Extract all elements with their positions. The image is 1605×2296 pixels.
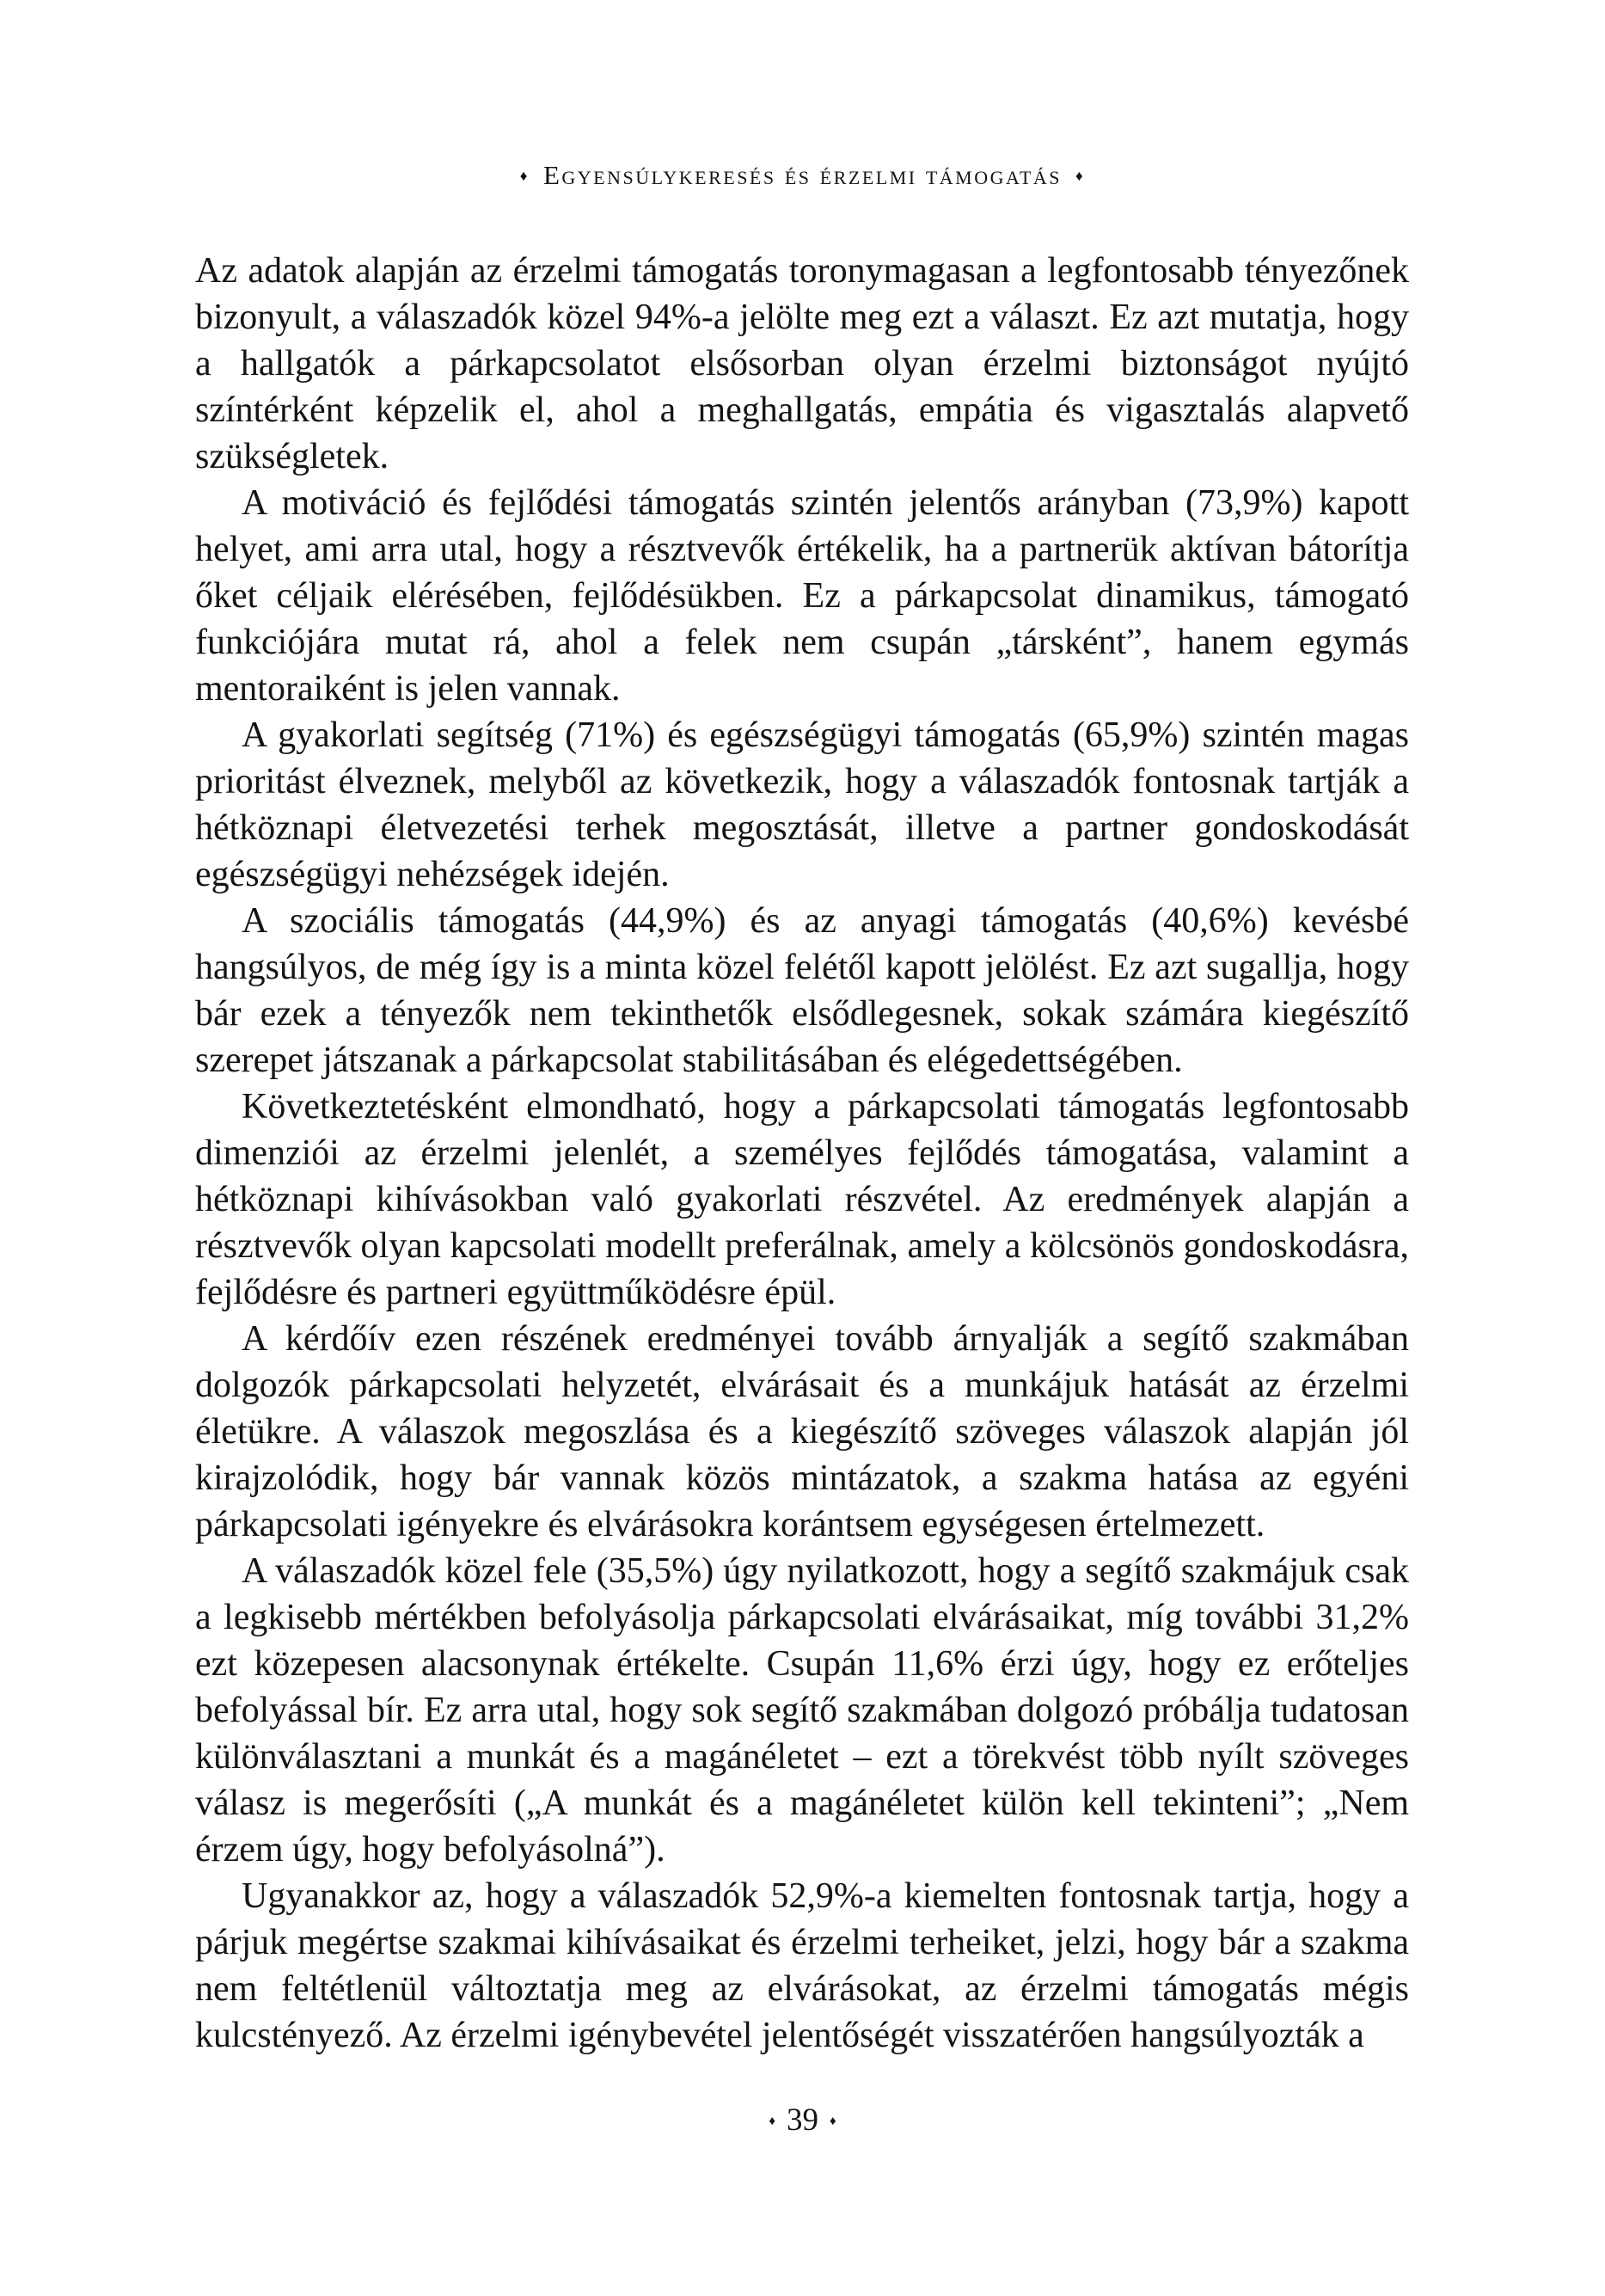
paragraph: A szociális támogatás (44,9%) és az anyagi támogatás (40,6%) kevésbé hangsúlyos, de még így is a minta közel felétől kapott jelölést. Ez azt sugallja, hogy bár ezek a tényezők nem tekinthetők elsődlegesnek, sokak számára kiegészítő szerepet játszanak a párkapcsolat stabilitásában és elégedettségében. — [195, 901, 1409, 1080]
diamond-icon: ♦ — [830, 2115, 836, 2128]
chapter-title: Egyensúlykeresés és érzelmi támogatás — [542, 160, 1063, 190]
diamond-icon: ♦ — [519, 168, 530, 184]
paragraph: Következtetésként elmondható, hogy a párkapcsolati támogatás legfontosabb dimenziói az érzelmi jelenlét, a személyes fejlődés támogatása, valamint a hétköznapi kihívásokban való gyakorlati részvétel. Az eredmények alapján a résztvevők olyan kapcsolati modellt preferálnak, amely a kölcsönös gondoskodásra, fejlődésre és partneri együttműködésre épül. — [195, 1087, 1409, 1312]
diamond-icon: ♦ — [1075, 168, 1086, 184]
page-footer — [0, 2102, 1605, 2139]
paragraph: A válaszadók közel fele (35,5%) úgy nyilatkozott, hogy a segítő szakmájuk csak a legkisebb mértékben befolyásolja párkapcsolati elvárásaikat, míg további 31,2% ezt közepesen alacsonynak értékelte. Csupán 11,6% érzi úgy, hogy ez erőteljes befolyással bír. Ez arra utal, hogy sok segítő szakmában dolgozó próbálja tudatosan különválasztani a munkát és a magánéletet – ezt a törekvést több nyílt szöveges válasz is megerősíti („A munkát és a magánéletet külön kell tekinteni”; „Nem érzem úgy, hogy befolyásolná”). — [195, 1551, 1409, 1869]
paragraph: A motiváció és fejlődési támogatás szintén jelentős arányban (73,9%) kapott helyet, ami arra utal, hogy a résztvevők értékelik, ha a partnerük aktívan bátorítja őket céljaik elérésében, fejlődésükben. Ez a párkapcsolat dinamikus, támogató funkciójára mutat rá, ahol a felek nem csupán „társként”, hanem egymás mentoraiként is jelen vannak. — [195, 483, 1409, 709]
paragraph: Az adatok alapján az érzelmi támogatás toronymagasan a legfontosabb tényezőnek bizonyult, a válaszadók közel 94%-a jelölte meg ezt a választ. Ez azt mutatja, hogy a hallgatók a párkapcsolatot elsősorban olyan érzelmi biztonságot nyújtó színtérként képzelik el, ahol a meghallgatás, empátia és vigasztalás alapvető szükségletek. — [195, 251, 1409, 476]
paragraph: A gyakorlati segítség (71%) és egészségügyi támogatás (65,9%) szintén magas prioritást élveznek, melyből az következik, hogy a válaszadók fontosnak tartják a hétköznapi életvezetési terhek megosztását, illetve a partner gondoskodását egészségügyi nehézségek idején. — [195, 715, 1409, 894]
diamond-icon: ♦ — [769, 2115, 775, 2128]
page-body — [195, 248, 1409, 2059]
paragraph: A kérdőív ezen részének eredményei tovább árnyalják a segítő szakmában dolgozók párkapcsolati helyzetét, elvárásait és a munkájuk hatását az érzelmi életükre. A válaszok megoszlása és a kiegészítő szöveges válaszok alapján jól kirajzolódik, hogy bár vannak közös mintázatok, a szakma hatása az egyéni párkapcsolati igényekre és elvárásokra korántsem egységesen értelmezett. — [195, 1319, 1409, 1544]
paragraph: Ugyanakkor az, hogy a válaszadók 52,9%-a kiemelten fontosnak tartja, hogy a párjuk megértse szakmai kihívásaikat és érzelmi terheiket, jelzi, hogy bár a szakma nem feltétlenül változtatja meg az elvárásokat, az érzelmi támogatás mégis kulcstényező. Az érzelmi igénybevétel jelentőségét visszatérően hangsúlyozták a — [195, 1876, 1409, 2055]
page-number: 39 — [787, 2103, 818, 2138]
running-header — [0, 160, 1605, 191]
